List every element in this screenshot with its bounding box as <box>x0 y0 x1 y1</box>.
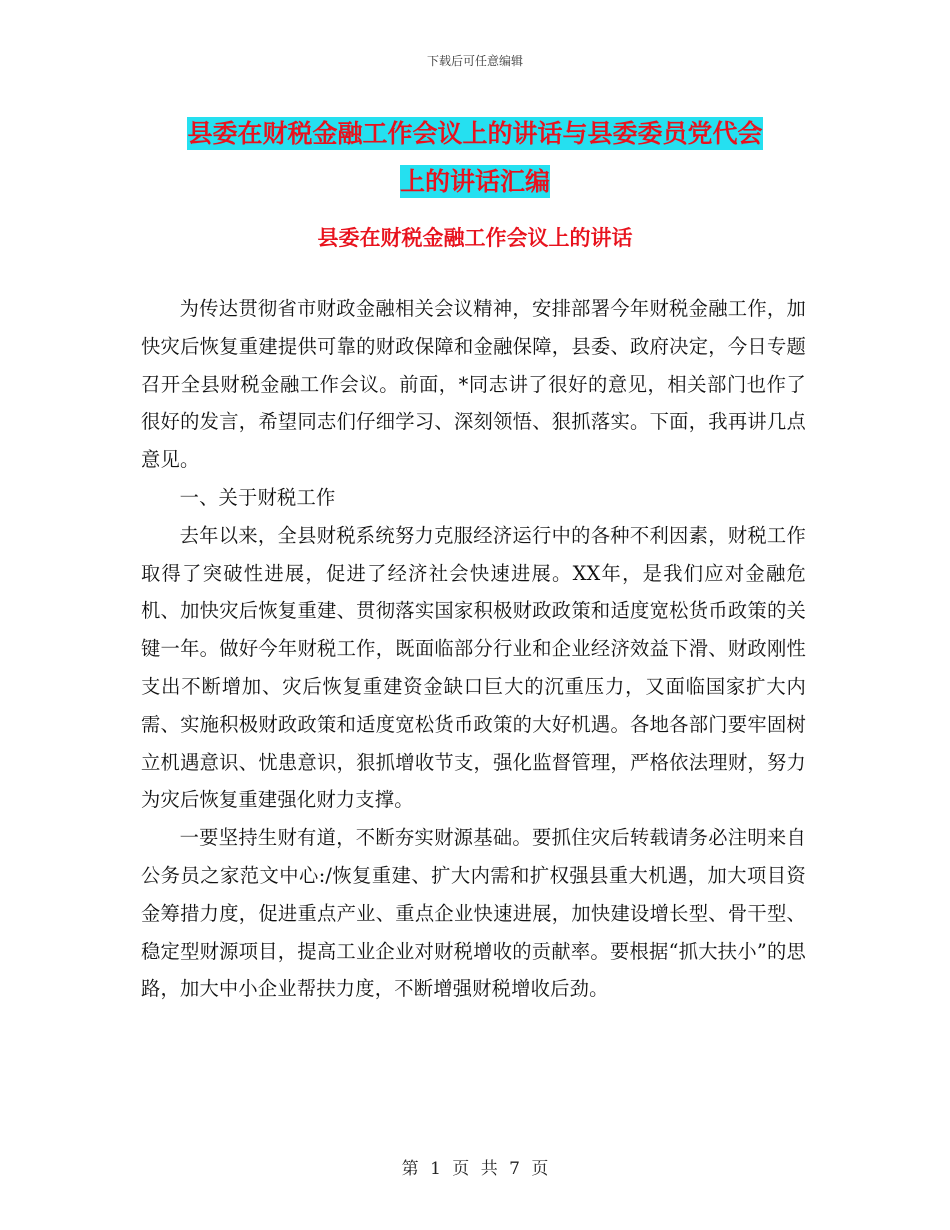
page-number: 第 1 页 共 7 页 <box>401 1159 549 1179</box>
paragraph: 为传达贯彻省市财政金融相关会议精神，安排部署今年财税金融工作，加快灾后恢复重建提供可靠的财政保障和金融保障，县委、政府决定，今日专题召开全县财税金融工作会议。前面，*同志讲了很好的意见，相关部门也作了很好的发言，希望同志们仔细学习、深刻领悟、狠抓落实。下面，我再讲几点意见。 <box>141 297 806 472</box>
paragraph: 一要坚持生财有道，不断夯实财源基础。要抓住灾后转载请务必注明来自公务员之家范文中心:/恢复重建、扩大内需和扩权强县重大机遇，加大项目资金筹措力度，促进重点产业、重点企业快速进展，加快建设增长型、骨干型、稳定型财源项目，提高工业企业对财税增收的贡献率。要根据“抓大扶小”的思路，加大中小企业帮扶力度，不断增强财税增收后劲。 <box>141 826 806 1001</box>
section-heading: 县委在财税金融工作会议上的讲话 <box>317 226 633 250</box>
title-highlight: 上的讲话汇编 <box>399 167 550 196</box>
document-title-line-1 <box>0 110 950 158</box>
document-title-line-2 <box>0 158 950 206</box>
paragraph: 去年以来，全县财税系统努力克服经济运行中的各种不利因素，财税工作取得了突破性进展，促进了经济社会快速进展。XX年，是我们应对金融危机、加快灾后恢复重建、贯彻落实国家积极财政政策和适度宽松货币政策的关键一年。做好今年财税工作，既面临部分行业和企业经济效益下滑、财政刚性支出不断增加、灾后恢复重建资金缺口巨大的沉重压力，又面临国家扩大内需、实施积极财政政策和适度宽松货币政策的大好机遇。各地各部门要牢固树立机遇意识、忧患意识，狠抓增收节支，强化监督管理，严格依法理财，努力为灾后恢复重建强化财力支撑。 <box>141 523 806 812</box>
document-body <box>141 290 806 1008</box>
document-title <box>0 110 950 206</box>
subheading: 一、关于财税工作 <box>179 485 336 509</box>
page-header: 下载后可任意编辑 <box>426 54 523 68</box>
title-highlight: 县委在财税金融工作会议上的讲话与县委委员党代会 <box>187 119 763 148</box>
